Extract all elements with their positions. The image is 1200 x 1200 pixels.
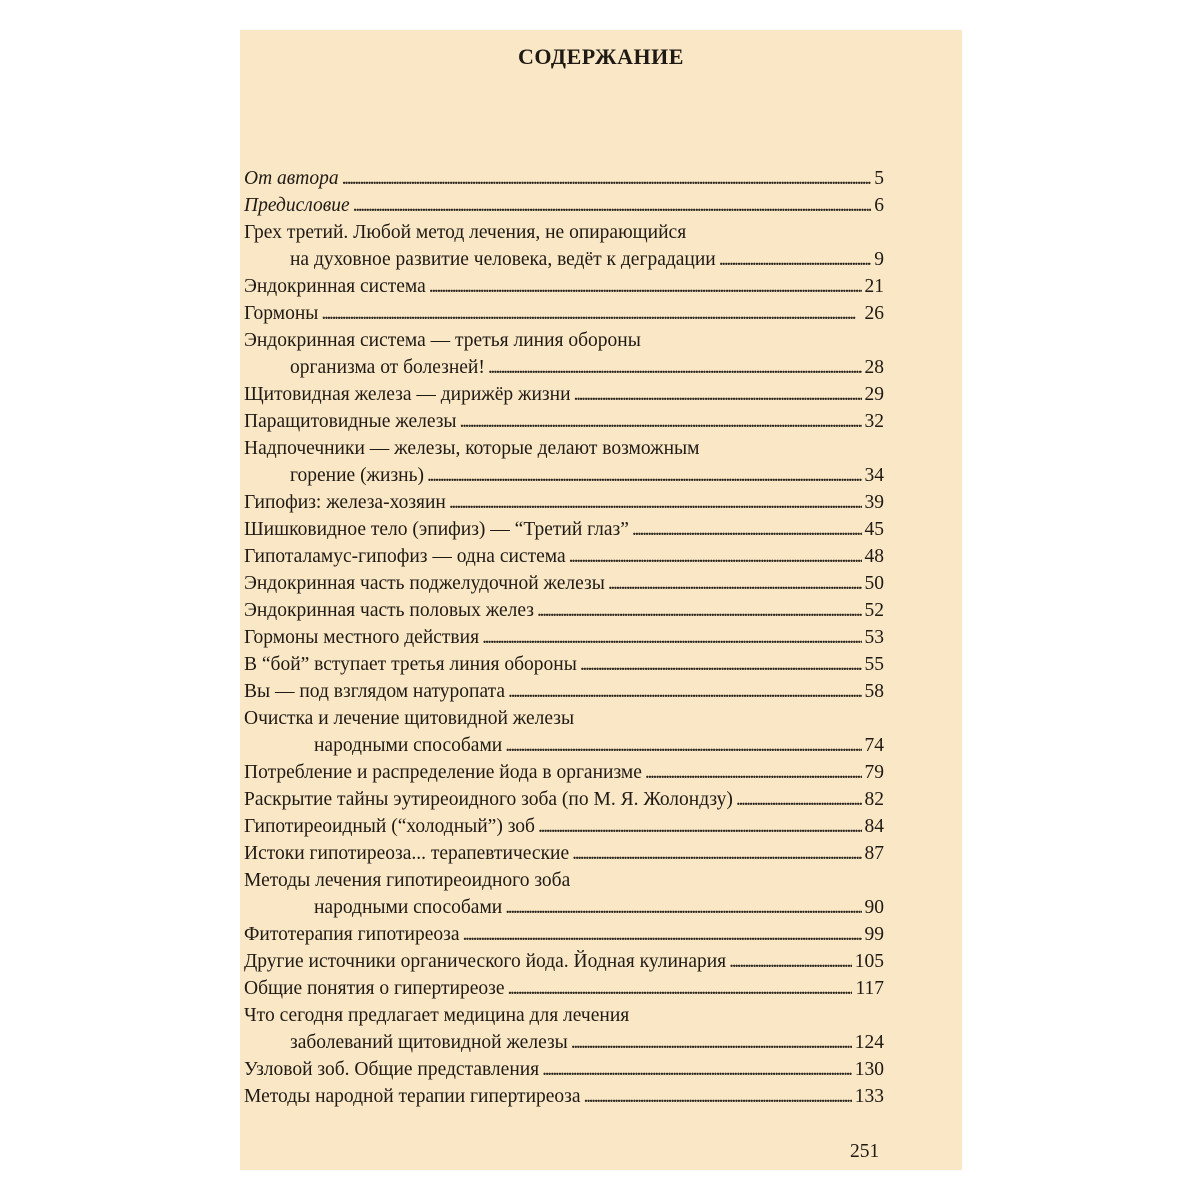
toc-entry-line (244, 327, 884, 354)
toc-entry-page: 99 (864, 924, 884, 945)
toc-leader-dots (538, 813, 862, 840)
toc-entry-title: народными способами (314, 735, 503, 756)
toc-entry-line (244, 597, 884, 624)
toc-leader-dots (572, 840, 861, 867)
toc-leader-dots (429, 273, 862, 300)
toc-leader-dots (542, 1056, 852, 1083)
toc-entry-page: 29 (864, 384, 884, 405)
toc-entry-page: 48 (864, 546, 884, 567)
toc-entry-title: на духовное развитие человека, ведёт к деградации (290, 249, 716, 270)
toc-entry-line (244, 840, 884, 867)
toc-entry-page: 90 (864, 897, 884, 918)
toc-entry-title: Эндокринная система — третья линия обороны (244, 330, 641, 351)
toc-entry-title: Щитовидная железа — дирижёр жизни (244, 384, 571, 405)
toc-entry-title: горение (жизнь) (290, 465, 424, 486)
toc-entry-line (244, 408, 884, 435)
toc-entry-page: 52 (864, 600, 884, 621)
toc-entry-page: 5 (874, 168, 884, 189)
page-number: 251 (850, 1141, 880, 1162)
toc-entry-page: 34 (864, 465, 884, 486)
toc-entry-page: 26 (864, 303, 884, 324)
toc-entry-title: Истоки гипотиреоза... терапевтические (244, 843, 570, 864)
toc-entry-page: 82 (864, 789, 884, 810)
toc-entry-page: 6 (874, 195, 884, 216)
toc-entry-line (244, 273, 884, 300)
toc-entry-title: Эндокринная часть половых желез (244, 600, 534, 621)
toc-entry-title: народными способами (314, 897, 503, 918)
toc-entry-line (244, 246, 884, 273)
toc-leader-dots (537, 597, 862, 624)
toc-leader-dots (580, 651, 862, 678)
toc-leader-dots (508, 975, 853, 1002)
toc-leader-dots (505, 894, 861, 921)
toc-entry-line (244, 975, 884, 1002)
toc-entry-line (244, 759, 884, 786)
toc-leader-dots (353, 192, 872, 219)
toc-entry-page: 84 (864, 816, 884, 837)
toc-entry-line (244, 300, 884, 327)
toc-leader-dots (632, 516, 862, 543)
toc-entry-title: организма от болезней! (290, 357, 485, 378)
toc-entry-line (244, 543, 884, 570)
toc-entry-line (244, 948, 884, 975)
toc-entry-page: 53 (864, 627, 884, 648)
toc-entry-page: 124 (854, 1032, 884, 1053)
toc-entry-line (244, 381, 884, 408)
toc-entry-title: Другие источники органического йода. Йодная кулинария (244, 951, 727, 972)
toc-entry-page: 74 (864, 735, 884, 756)
toc-entry-line (244, 732, 884, 759)
toc-entry-line (244, 165, 884, 192)
toc-entry-title: Предисловие (244, 195, 350, 216)
toc-entry-title: В “бой” вступает третья линия обороны (244, 654, 577, 675)
toc-entry-title: Общие понятия о гипертиреозе (244, 978, 505, 999)
toc-entry-title: Раскрытие тайны эутиреоидного зоба (по М. Я. Жолондзу) (244, 789, 733, 810)
toc-entry-title: Узловой зоб. Общие представления (244, 1059, 540, 1080)
toc-entry-title: Вы — под взглядом натуропата (244, 681, 506, 702)
toc-entry-page: 9 (874, 249, 884, 270)
toc-entry-page: 79 (864, 762, 884, 783)
toc-entry-title: заболеваний щитовидной железы (290, 1032, 568, 1053)
toc-entry-page: 45 (864, 519, 884, 540)
toc-entry-line (244, 354, 884, 381)
toc-entry-title: Паращитовидные железы (244, 411, 457, 432)
toc-leader-dots (482, 624, 861, 651)
toc-leader-dots (729, 948, 852, 975)
toc-leader-dots (608, 570, 862, 597)
toc-entry-title: Потребление и распределение йода в организме (244, 762, 642, 783)
toc-entry-line (244, 894, 884, 921)
toc-entry-title: Методы лечения гипотиреоидного зоба (244, 870, 571, 891)
toc-leader-dots (574, 381, 862, 408)
toc-leader-dots (460, 408, 862, 435)
page-title: СОДЕРЖАНИЕ (518, 44, 684, 69)
toc-entry-page: 87 (864, 843, 884, 864)
toc-entry-page: 28 (864, 357, 884, 378)
toc-entry-title: Шишковидное тело (эпифиз) — “Третий глаз” (244, 519, 629, 540)
toc-entry-page: 133 (854, 1086, 884, 1107)
toc-entry-page: 39 (864, 492, 884, 513)
toc-leader-dots (342, 165, 872, 192)
toc-entry-line (244, 705, 884, 732)
toc-entry-line (244, 921, 884, 948)
table-of-contents (244, 165, 884, 1110)
toc-entry-title: От автора (244, 168, 339, 189)
toc-entry-title: Методы народной терапии гипертиреоза (244, 1086, 581, 1107)
toc-entry-title: Фитотерапия гипотиреоза (244, 924, 460, 945)
toc-entry-line (244, 624, 884, 651)
toc-entry-title: Гормоны местного действия (244, 627, 480, 648)
toc-entry-line (244, 813, 884, 840)
toc-entry-line (244, 678, 884, 705)
toc-entry-title: Гипотиреоидный (“холодный”) зоб (244, 816, 535, 837)
toc-entry-line (244, 651, 884, 678)
toc-entry-line (244, 570, 884, 597)
toc-entry-title: Очистка и лечение щитовидной железы (244, 708, 575, 729)
toc-entry-line (244, 1029, 884, 1056)
toc-leader-dots (645, 759, 862, 786)
toc-entry-page: 58 (864, 681, 884, 702)
toc-entry-page: 117 (855, 978, 884, 999)
toc-entry-title: Эндокринная система (244, 276, 426, 297)
toc-entry-line (244, 1002, 884, 1029)
toc-leader-dots (449, 489, 862, 516)
toc-entry-page: 21 (864, 276, 884, 297)
toc-leader-dots (719, 246, 872, 273)
toc-entry-title: Гипоталамус-гипофиз — одна система (244, 546, 566, 567)
toc-leader-dots (569, 543, 862, 570)
toc-leader-dots (462, 921, 861, 948)
toc-entry-line (244, 462, 884, 489)
toc-leader-dots (736, 786, 862, 813)
toc-entry-page: 130 (854, 1059, 884, 1080)
toc-entry-line (244, 867, 884, 894)
book-page (240, 30, 962, 1170)
toc-entry-line (244, 516, 884, 543)
toc-entry-title: Что сегодня предлагает медицина для лечения (244, 1005, 630, 1026)
toc-entry-line (244, 192, 884, 219)
toc-leader-dots (571, 1029, 852, 1056)
toc-entry-line (244, 435, 884, 462)
toc-entry-page: 32 (864, 411, 884, 432)
toc-entry-line (244, 1056, 884, 1083)
toc-entry-title: Грех третий. Любой метод лечения, не опирающийся (244, 222, 687, 243)
toc-entry-title: Гормоны (244, 303, 319, 324)
toc-entry-line (244, 219, 884, 246)
toc-entry-page: 55 (864, 654, 884, 675)
toc-leader-dots (427, 462, 862, 489)
toc-leader-dots (584, 1083, 852, 1110)
toc-leader-dots (488, 354, 862, 381)
toc-leader-dots (321, 300, 861, 327)
toc-entry-line (244, 1083, 884, 1110)
toc-entry-title: Гипофиз: железа-хозяин (244, 492, 446, 513)
toc-entry-line (244, 489, 884, 516)
toc-leader-dots (505, 732, 861, 759)
toc-entry-line (244, 786, 884, 813)
toc-entry-page: 50 (864, 573, 884, 594)
toc-entry-title: Эндокринная часть поджелудочной железы (244, 573, 605, 594)
toc-leader-dots (508, 678, 861, 705)
toc-entry-title: Надпочечники — железы, которые делают возможным (244, 438, 700, 459)
toc-entry-page: 105 (854, 951, 884, 972)
